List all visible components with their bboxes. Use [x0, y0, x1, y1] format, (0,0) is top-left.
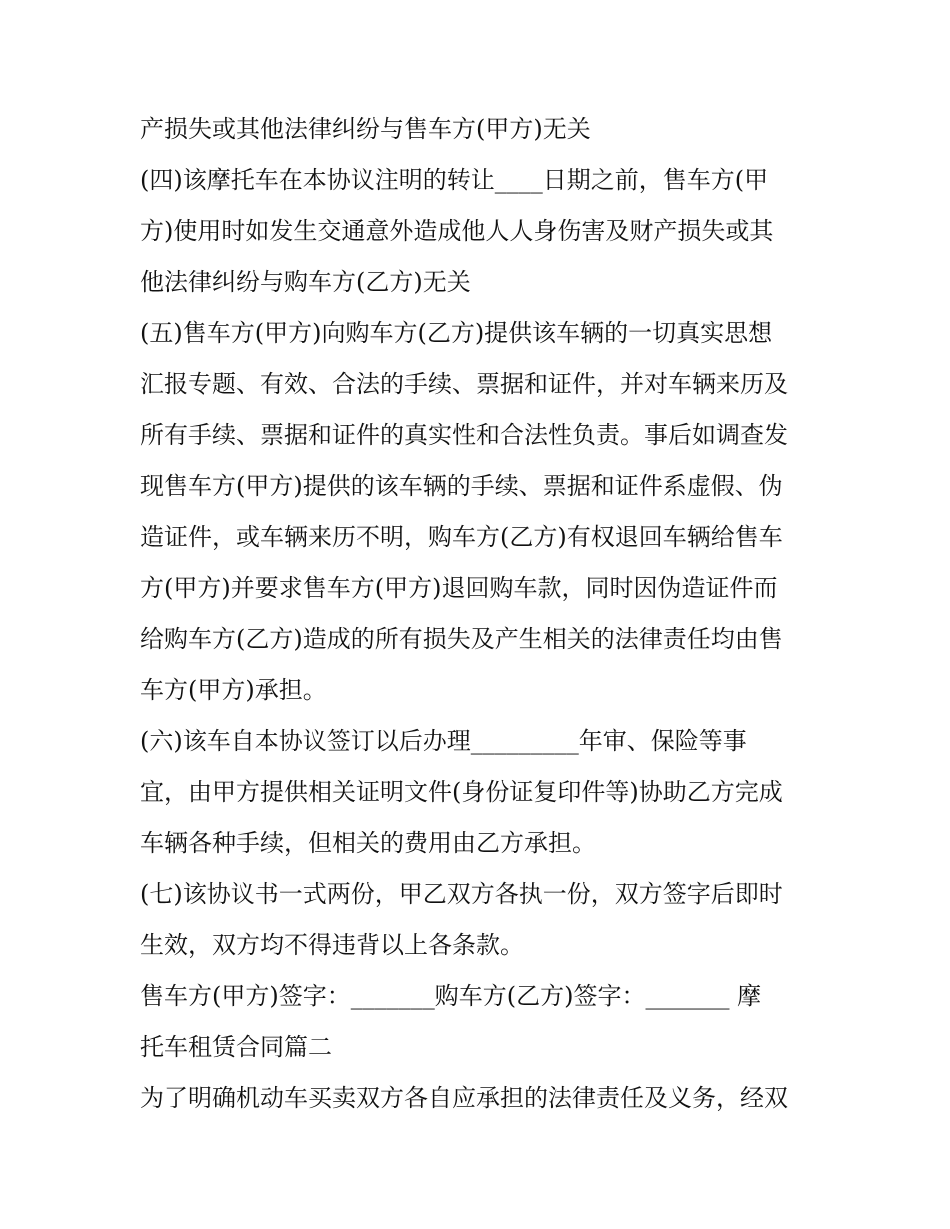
text-line: 生效，双方均不得违背以上各条款。 — [140, 931, 524, 959]
text-line: 所有手续、票据和证件的真实性和合法性负责。事后如调查发 — [140, 421, 788, 449]
signature-line: 售车方(甲方)签字：_______购车方(乙方)签字：_______ 摩 — [140, 982, 762, 1010]
text-line: 为了明确机动车买卖双方各自应承担的法律责任及义务，经双 — [140, 1084, 788, 1112]
text-line: (六)该车自本协议签订以后办理_________年审、保险等事 — [140, 727, 747, 755]
text-line: 给购车方(乙方)造成的所有损失及产生相关的法律责任均由售 — [140, 625, 783, 653]
text-line: 现售车方(甲方)提供的该车辆的手续、票据和证件系虚假、伪 — [140, 472, 783, 500]
text-line: 车辆各种手续，但相关的费用由乙方承担。 — [140, 829, 596, 857]
text-line: (四)该摩托车在本协议注明的转让____日期之前，售车方(甲 — [140, 166, 769, 194]
text-line: (七)该协议书一式两份，甲乙双方各执一份，双方签字后即时 — [140, 880, 783, 908]
text-line: 他法律纠纷与购车方(乙方)无关 — [140, 268, 471, 296]
text-line: 方(甲方)并要求售车方(甲方)退回购车款，同时因伪造证件而 — [140, 574, 778, 602]
text-line: (五)售车方(甲方)向购车方(乙方)提供该车辆的一切真实思想 — [140, 319, 773, 347]
text-line: 造证件，或车辆来历不明，购车方(乙方)有权退回车辆给售车 — [140, 523, 783, 551]
text-line: 车方(甲方)承担。 — [140, 676, 327, 704]
text-line: 方)使用时如发生交通意外造成他人人身伤害及财产损失或其 — [140, 217, 774, 245]
text-line: 汇报专题、有效、合法的手续、票据和证件，并对车辆来历及 — [140, 370, 788, 398]
section-heading: 托车租赁合同篇二 — [140, 1033, 332, 1061]
text-line: 宜，由甲方提供相关证明文件(身份证复印件等)协助乙方完成 — [140, 778, 783, 806]
text-line: 产损失或其他法律纠纷与售车方(甲方)无关 — [140, 115, 591, 143]
